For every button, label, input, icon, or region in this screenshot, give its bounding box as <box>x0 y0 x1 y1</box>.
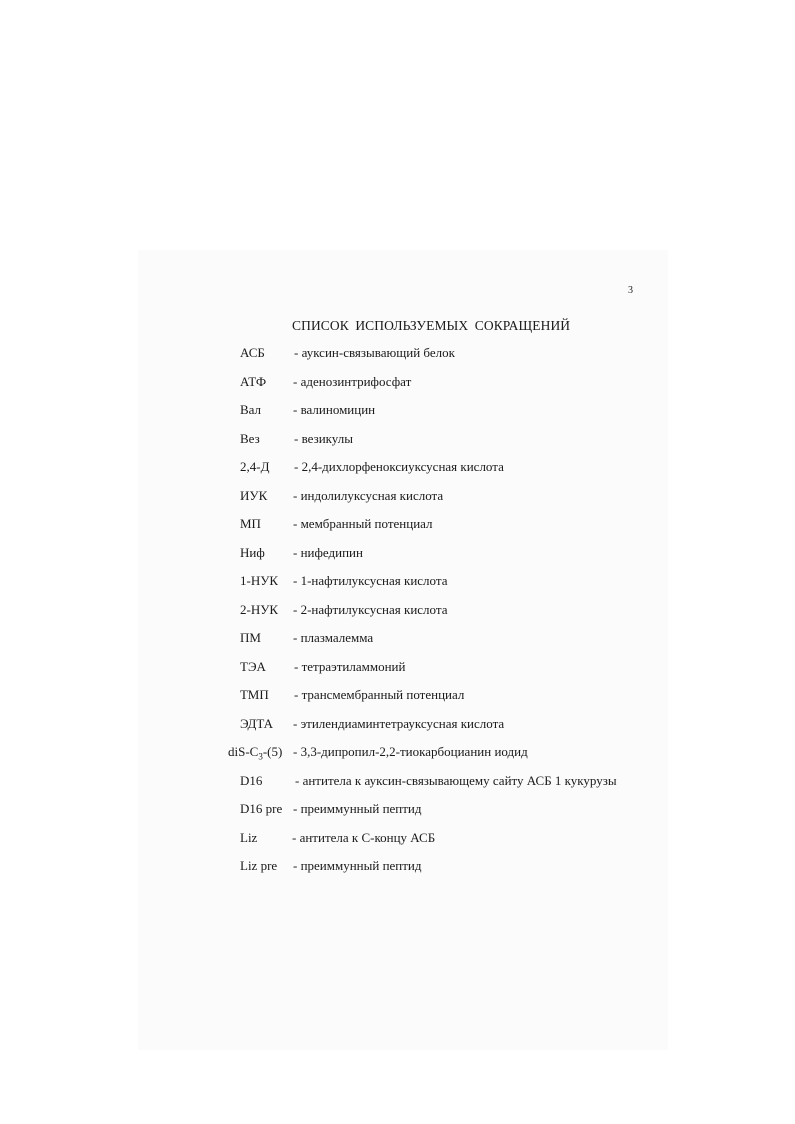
abbreviation-term-tail: -(5) <box>262 744 283 759</box>
abbreviation-row-atf <box>240 374 660 394</box>
abbreviation-definition: - индолилуксусная кислота <box>293 487 444 503</box>
abbreviation-definition: - тетраэтиламмоний <box>294 658 406 674</box>
abbreviation-definition: - везикулы <box>294 430 353 446</box>
abbreviation-definition: - антитела к С-концу АСБ <box>292 829 436 845</box>
abbreviation-term: D16 pre <box>240 801 283 816</box>
abbreviation-term: Ниф <box>240 544 265 560</box>
abbreviation-term: АСБ <box>240 345 265 360</box>
abbreviation-row-tea <box>240 659 660 679</box>
page-number: 3 <box>628 285 633 296</box>
abbreviation-definition: - нифедипин <box>293 544 363 560</box>
abbreviation-term <box>228 744 282 762</box>
abbreviation-row-vez <box>240 431 660 451</box>
abbreviation-term: Вез <box>240 430 260 446</box>
abbreviation-definition: - ауксин-связывающий белок <box>294 345 455 360</box>
abbreviation-row-tmp <box>240 687 660 707</box>
abbreviation-definition: - 2-нафтилуксусная кислота <box>293 601 448 617</box>
abbreviation-definition: - валиномицин <box>293 402 376 417</box>
abbreviation-row-pm <box>240 630 660 650</box>
abbreviation-term: ИУК <box>240 487 268 503</box>
abbreviation-term: D16 <box>240 772 263 788</box>
abbreviation-definition: - антитела к ауксин-связывающему сайту АСБ 1 кукурузы <box>295 772 617 788</box>
page-sheet <box>138 250 668 1050</box>
abbreviation-term: 2,4-Д <box>240 459 270 474</box>
abbreviation-term-main: diS-C <box>228 744 259 759</box>
abbreviation-row-2nuk <box>240 602 660 622</box>
abbreviation-definition: - преиммунный пептид <box>293 801 422 816</box>
abbreviation-term: Liz pre <box>240 858 278 873</box>
abbreviation-definition: - плазмалемма <box>293 630 374 645</box>
abbreviation-term: ЭДТА <box>240 715 274 731</box>
abbreviation-term: ПМ <box>240 630 261 645</box>
abbreviation-term: Вал <box>240 402 262 417</box>
abbreviation-row-nif <box>240 545 660 565</box>
abbreviation-row-d16 <box>240 773 660 793</box>
abbreviation-term-subscript: 3 <box>258 751 263 762</box>
abbreviation-definition: - преиммунный пептид <box>293 858 422 873</box>
abbreviation-definition: - 2,4-дихлорфеноксиуксусная кислота <box>294 459 504 474</box>
abbreviation-term: МП <box>240 516 261 531</box>
document-title: СПИСОК ИСПОЛЬЗУЕМЫХ СОКРАЩЕНИЙ <box>292 318 571 333</box>
abbreviation-definition: - трансмембранный потенциал <box>294 687 465 702</box>
abbreviation-row-liz <box>240 830 660 850</box>
abbreviation-row-iuk <box>240 488 660 508</box>
abbreviation-term: АТФ <box>240 373 267 389</box>
abbreviation-term: 2-НУК <box>240 601 279 617</box>
abbreviation-row-1nuk <box>240 573 660 593</box>
abbreviation-definition: - этилендиаминтетрауксусная кислота <box>293 715 505 731</box>
abbreviation-term: 1-НУК <box>240 573 279 588</box>
abbreviation-term: Liz <box>240 829 258 845</box>
abbreviation-row-liz-pre <box>240 858 660 878</box>
abbreviation-row-edta <box>240 716 660 736</box>
abbreviation-term: ТМП <box>240 687 269 702</box>
abbreviation-row-val <box>240 402 660 422</box>
abbreviation-row-d16-pre <box>240 801 660 821</box>
abbreviation-row-24d <box>240 459 660 479</box>
abbreviation-definition: - 1-нафтилуксусная кислота <box>293 573 448 588</box>
abbreviation-row-asb <box>240 345 660 365</box>
abbreviation-row-dis-c3 <box>228 744 660 764</box>
abbreviation-definition: - мембранный потенциал <box>293 516 433 531</box>
abbreviation-definition: - 3,3-дипропил-2,2-тиокарбоцианин иодид <box>293 744 528 759</box>
abbreviation-term: ТЭА <box>240 658 266 674</box>
abbreviation-definition: - аденозинтрифосфат <box>293 373 412 389</box>
abbreviation-row-mp <box>240 516 660 536</box>
